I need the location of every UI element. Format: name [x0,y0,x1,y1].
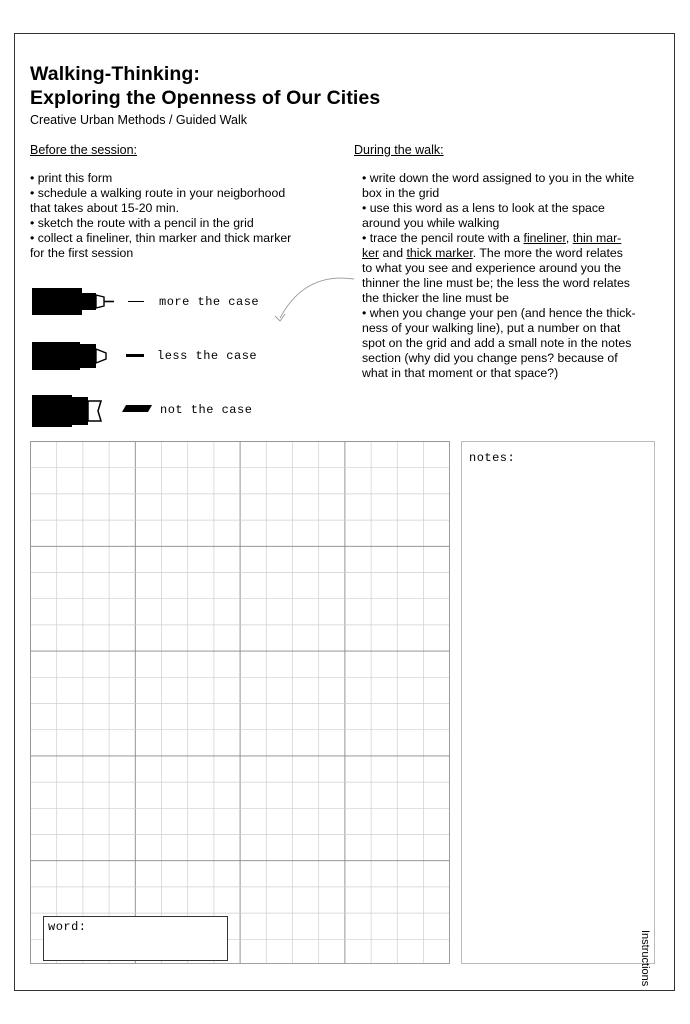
during-walk-heading: During the walk: [354,143,444,157]
before-item: for the first session [30,246,134,260]
legend-label: not the case [160,403,253,417]
before-session-list [30,171,330,261]
during-line: thinner the line must be; the less the word relates [362,276,630,290]
during-line: section (why did you change pens? because of [362,351,618,365]
during-line: the thicker the line must be [362,291,509,305]
thick-marker-term: thick marker [406,246,473,260]
page-title [30,62,380,110]
word-box[interactable] [43,916,228,961]
during-line: to what you see and experience around you the [362,261,622,275]
during-line: around you while walking [362,216,500,230]
text-fragment: , [565,231,573,245]
fineliner-term: fineliner [523,231,566,245]
thin-marker-term: thin mar- [572,231,622,245]
during-line: what in that moment or that space?) [362,366,559,380]
during-line: box in the grid [362,186,440,200]
page-subtitle: Creative Urban Methods / Guided Walk [30,113,247,127]
before-session-heading: Before the session: [30,143,138,157]
word-label: word: [48,920,87,934]
curved-arrow-icon [270,270,360,330]
during-line [362,231,662,246]
legend-label: more the case [159,295,260,309]
fineliner-icon [30,282,150,322]
before-item: • print this form [30,171,113,185]
during-line: • use this word as a lens to look at the space [362,201,605,215]
legend-label: less the case [157,349,258,363]
thin-marker-icon [30,336,150,376]
route-grid[interactable] [30,441,450,964]
text-fragment: . The more the word relates [472,246,623,260]
thick-marker-icon [30,390,155,430]
during-line: ness of your walking line), put a number on that [362,321,621,335]
during-walk-list [362,171,662,381]
before-item: that takes about 15-20 min. [30,201,180,215]
before-item: • collect a fineliner, thin marker and thick marker [30,231,292,245]
title-line-1: Walking-Thinking: [30,63,200,85]
notes-box[interactable] [461,441,655,964]
before-item: • schedule a walking route in your neigborhood [30,186,286,200]
text-fragment: and [379,246,407,260]
during-line: • when you change your pen (and hence the thick- [362,306,636,320]
text-fragment: • trace the pencil route with a [362,231,524,245]
before-item: • sketch the route with a pencil in the grid [30,216,254,230]
thin-marker-term-end: ker [362,246,380,260]
during-line: spot on the grid and add a small note in the notes [362,336,632,350]
during-line: • write down the word assigned to you in the white [362,171,635,185]
side-label: Instructions [639,930,651,987]
during-line [362,246,662,261]
notes-label: notes: [469,451,516,465]
title-line-2: Exploring the Openness of Our Cities [30,87,381,109]
